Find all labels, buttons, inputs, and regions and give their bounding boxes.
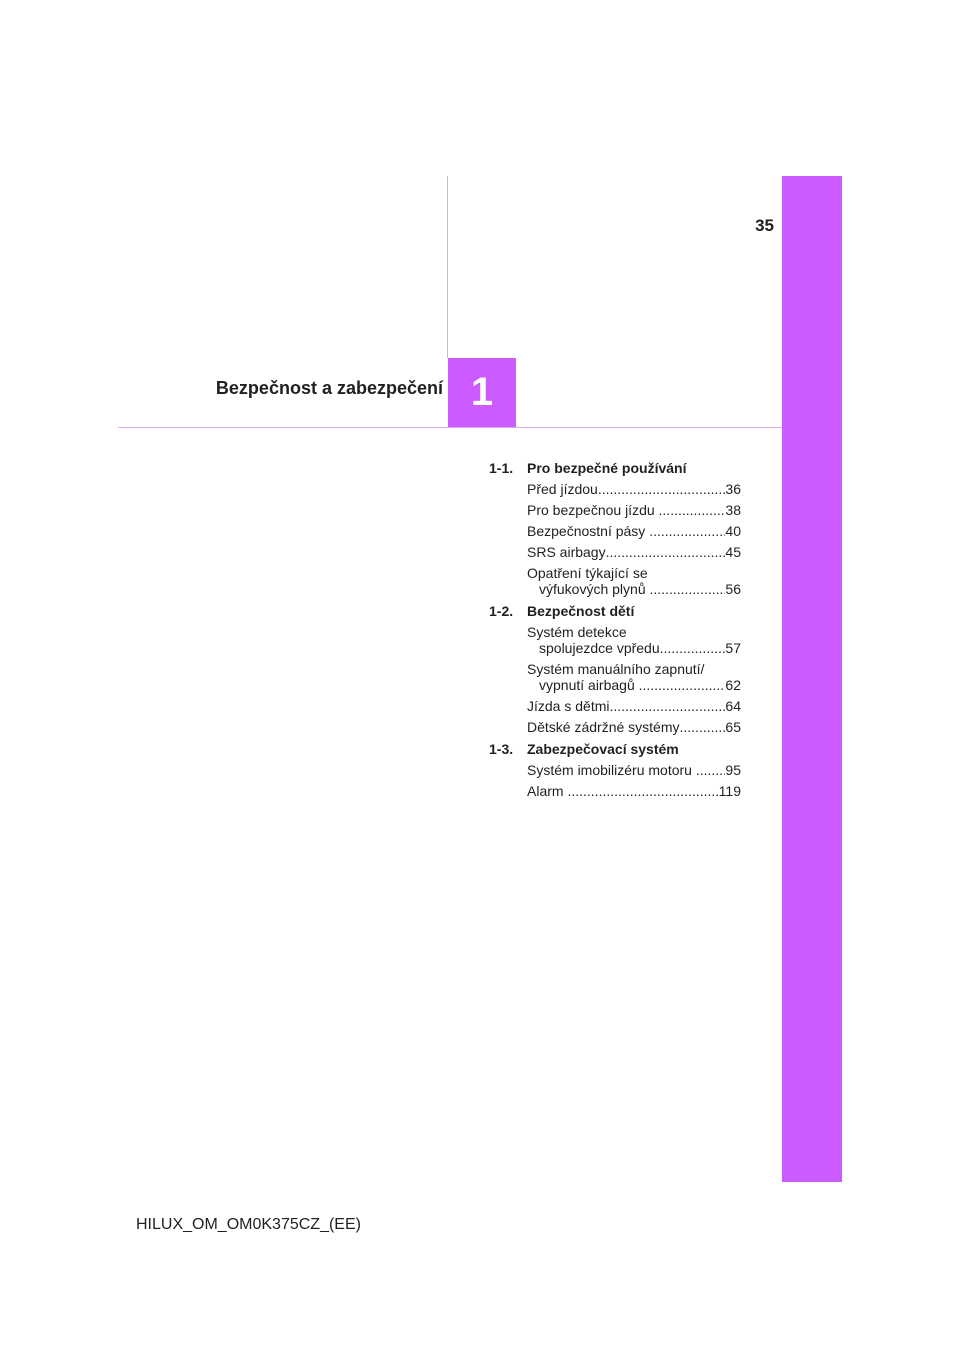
toc-section-1-3[interactable]	[489, 741, 741, 757]
entry-page: 62	[725, 677, 741, 693]
leader-dots	[598, 481, 726, 497]
leader-dots	[659, 502, 726, 518]
entry-page: 95	[725, 762, 741, 778]
entry-page: 56	[725, 581, 741, 597]
toc-section-1-2[interactable]	[489, 603, 741, 619]
section-title: Zabezpečovací systém	[527, 741, 679, 757]
entry-label: Bezpečnostní pásy	[527, 523, 650, 539]
table-of-contents	[489, 460, 741, 799]
entry-label: SRS airbagy	[527, 544, 606, 560]
toc-entry[interactable]	[527, 523, 741, 539]
leader-dots	[609, 698, 725, 714]
entry-page: 40	[725, 523, 741, 539]
entry-label-line1: Systém manuálního zapnutí/	[527, 661, 705, 677]
toc-entry[interactable]	[527, 544, 741, 560]
entry-label: Jízda s dětmi	[527, 698, 610, 714]
entry-label: vypnutí airbagů	[539, 677, 639, 693]
entry-label-line1: Systém detekce	[527, 624, 627, 640]
toc-entry[interactable]	[527, 719, 741, 735]
leader-dots	[660, 640, 726, 656]
entry-label: výfukových plynů	[539, 581, 650, 597]
entry-label: spolujezdce vpředu	[539, 640, 660, 656]
chapter-title: Bezpečnost a zabezpečení	[215, 378, 443, 398]
leader-dots	[696, 762, 726, 778]
vertical-rule	[447, 176, 448, 358]
leader-dots	[567, 783, 718, 799]
entry-page: 119	[718, 783, 741, 799]
leader-dots	[606, 544, 726, 560]
entry-page: 38	[725, 502, 741, 518]
section-title: Pro bezpečné používání	[527, 460, 687, 476]
toc-entry[interactable]	[527, 783, 741, 799]
entry-label: Systém imobilizéru motoru	[527, 762, 696, 778]
leader-dots	[639, 677, 726, 693]
entry-page: 64	[725, 698, 741, 714]
toc-section-1-1[interactable]	[489, 460, 741, 476]
toc-entry[interactable]	[527, 565, 741, 597]
page-number: 35	[755, 216, 774, 235]
entry-label: Dětské zádržné systémy	[527, 719, 680, 735]
entry-page: 65	[725, 719, 741, 735]
entry-page: 45	[725, 544, 741, 560]
section-number: 1-1.	[489, 460, 514, 476]
document-code: HILUX_OM_OM0K375CZ_(EE)	[136, 1216, 361, 1233]
chapter-tab-bar	[782, 176, 842, 1182]
leader-dots	[649, 523, 725, 539]
leader-dots	[650, 581, 726, 597]
toc-entry[interactable]	[527, 481, 741, 497]
toc-entry[interactable]	[527, 624, 741, 656]
entry-label: Pro bezpečnou jízdu	[527, 502, 659, 518]
leader-dots	[680, 719, 726, 735]
toc-entry[interactable]	[527, 762, 741, 778]
section-title: Bezpečnost dětí	[527, 603, 635, 619]
section-number: 1-2.	[489, 603, 514, 619]
toc-entry[interactable]	[527, 661, 741, 693]
horizontal-rule	[118, 427, 782, 428]
entry-page: 36	[725, 481, 741, 497]
entry-page: 57	[725, 640, 741, 656]
chapter-number: 1	[470, 370, 494, 414]
toc-entry[interactable]	[527, 698, 741, 714]
entry-label: Alarm	[527, 783, 568, 799]
entry-label: Před jízdou	[527, 481, 598, 497]
toc-entry[interactable]	[527, 502, 741, 518]
section-number: 1-3.	[489, 741, 514, 757]
entry-label-line1: Opatření týkající se	[527, 565, 648, 581]
chapter-number-box	[448, 358, 516, 427]
